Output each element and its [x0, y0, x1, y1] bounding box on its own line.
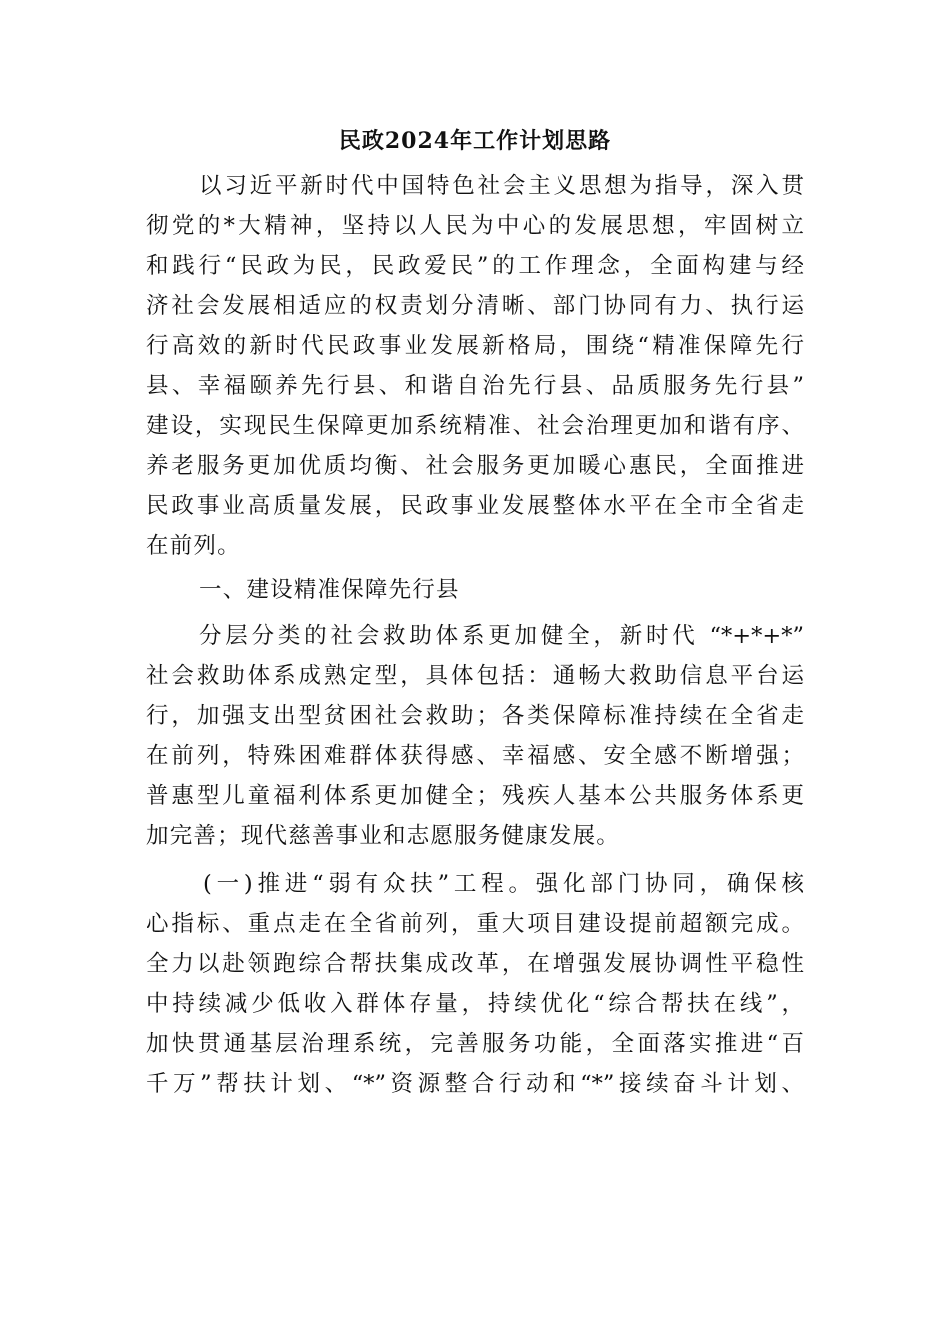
section-heading: 一、建设精准保障先行县: [199, 577, 460, 603]
paragraph-line: 全力以赴领跑综合帮扶集成改革，在增强发展协调性平稳性: [146, 951, 804, 977]
paragraph-line: 中持续减少低收入群体存量，持续优化“综合帮扶在线”，: [146, 991, 804, 1017]
paragraph-line: 心指标、重点走在全省前列，重大项目建设提前超额完成。: [146, 911, 804, 937]
document-title: 民政2024年工作计划思路: [338, 128, 612, 154]
paragraph-line: 和践行“民政为民，民政爱民”的工作理念，全面构建与经: [146, 253, 804, 279]
paragraph-line: 济社会发展相适应的权责划分清晰、部门协同有力、执行运: [146, 293, 804, 319]
paragraph-line: 千万”帮扶计划、“*”资源整合行动和“*”接续奋斗计划、: [146, 1071, 804, 1097]
paragraph-line: 县、幸福颐养先行县、和谐自治先行县、品质服务先行县”: [146, 373, 804, 399]
paragraph-line: 在前列，特殊困难群体获得感、幸福感、安全感不断增强；: [146, 743, 804, 769]
paragraph-line: 社会救助体系成熟定型，具体包括：通畅大救助信息平台运: [146, 663, 804, 689]
paragraph-line: 建设，实现民生保障更加系统精准、社会治理更加和谐有序、: [146, 413, 804, 439]
paragraph-line: 行高效的新时代民政事业发展新格局，围绕“精准保障先行: [146, 333, 804, 359]
paragraph-line: 彻党的*大精神，坚持以人民为中心的发展思想，牢固树立: [146, 213, 804, 239]
paragraph-line: 在前列。: [146, 533, 241, 559]
paragraph-line: (一)推进“弱有众扶”工程。强化部门协同，确保核: [203, 871, 804, 897]
paragraph-line: 普惠型儿童福利体系更加健全；残疾人基本公共服务体系更: [146, 783, 804, 809]
paragraph-line: 民政事业高质量发展，民政事业发展整体水平在全市全省走: [146, 493, 804, 519]
paragraph-line: 养老服务更加优质均衡、社会服务更加暖心惠民，全面推进: [146, 453, 804, 479]
paragraph-line: 加完善；现代慈善事业和志愿服务健康发展。: [146, 823, 621, 849]
paragraph-line: 行，加强支出型贫困社会救助；各类保障标准持续在全省走: [146, 703, 804, 729]
paragraph-line: 加快贯通基层治理系统，完善服务功能，全面落实推进“百: [146, 1031, 804, 1057]
paragraph-line: 以习近平新时代中国特色社会主义思想为指导，深入贯: [199, 173, 804, 199]
paragraph-line: 分层分类的社会救助体系更加健全，新时代 “*+*+*”: [199, 623, 804, 649]
